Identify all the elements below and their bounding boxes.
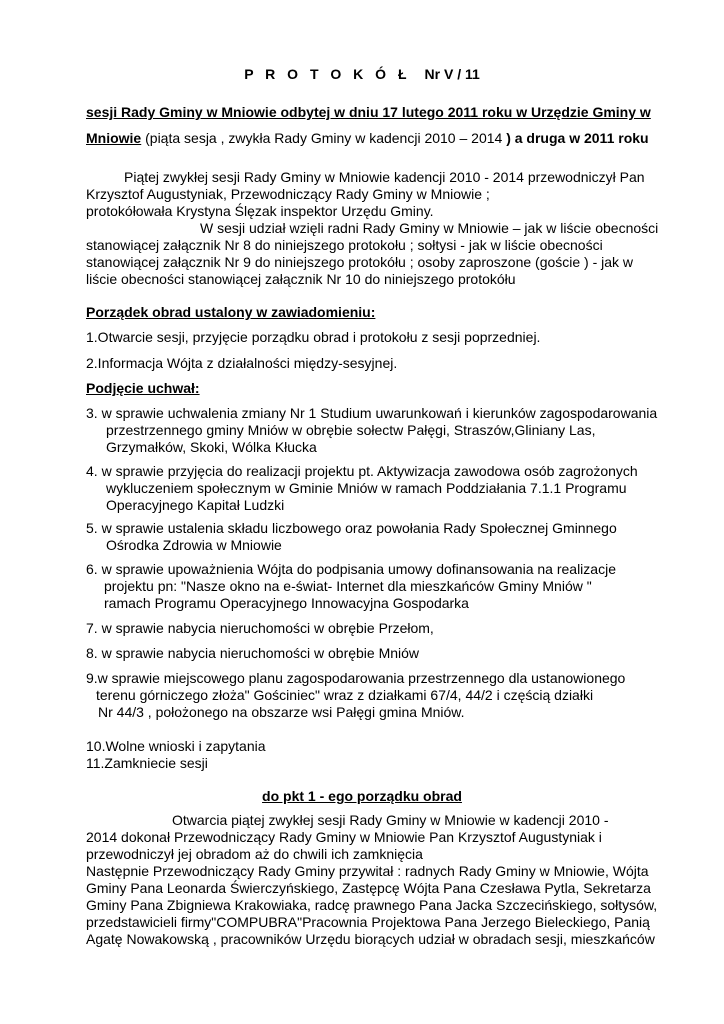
session-header-line1: sesji Rady Gminy w Mniowie odbytej w dniu 17 lutego 2011 roku w Urzędzie Gminy w	[86, 104, 651, 120]
s1-p1-line2: 2014 dokonał Przewodniczący Rady Gminy w Mniowie Pan Krzysztof Augustyniak i	[86, 829, 602, 845]
agenda-item-10: 10.Wolne wnioski i zapytania	[86, 738, 266, 754]
item3-line3: Grzymałków, Skoki, Wólka Kłucka	[106, 439, 317, 455]
section-1-paragraph-1	[86, 812, 684, 863]
s1-p2-line5: Agatę Nowakowską , pracowników Urzędu biorących udział w obradach sesji, mieszkańców	[86, 931, 655, 947]
agenda-item-2: 2.Informacja Wójta z działalności między-sesyjnej.	[86, 355, 398, 371]
item4-line1: 4. w sprawie przyjęcia do realizacji projektu pt. Aktywizacja zawodowa osób zagrożonych	[86, 463, 638, 479]
item3-line2: przestrzennego gminy Mniów w obrębie sołectw Pałęgi, Straszów,Gliniany Las,	[106, 422, 596, 438]
agenda-item-6	[86, 561, 684, 612]
s1-p2-line2: Gminy Pana Leonarda Świerczyńskiego, Zastępcę Wójta Pana Czesława Pytla, Sekretarza	[86, 880, 651, 896]
item4-line2: wykluczeniem społecznym w Gminie Mniów w ramach Poddziałania 7.1.1 Programu	[106, 480, 627, 496]
item9-line2: terenu górniczego złoża" Gościniec" wraz z działkami 67/4, 44/2 i częścią działki	[96, 687, 594, 703]
session-header-line2	[86, 130, 684, 147]
agenda-item-9	[86, 670, 684, 721]
intro-p1-line1: Piątej zwykłej sesji Rady Gminy w Mniowie kadencji 2010 - 2014 przewodniczył Pan	[124, 169, 645, 185]
resolutions-heading: Podjęcie uchwał:	[86, 380, 200, 396]
document-title	[0, 66, 724, 82]
intro-p1-line2: Krzysztof Augustyniak, Przewodniczący Rady Gminy w Mniowie ;	[86, 186, 490, 202]
item5-line2: Ośrodka Zdrowia w Mniowie	[106, 537, 282, 553]
agenda-item-1: 1.Otwarcie sesji, przyjęcie porządku obrad i protokołu z sesji poprzedniej.	[86, 329, 541, 345]
item5-line1: 5. w sprawie ustalenia składu liczbowego oraz powołania Rady Społecznej Gminnego	[86, 520, 617, 536]
s1-p2-line4: przedstawicieli firmy"COMPUBRA"Pracownia Projektowa Pana Jerzego Bieleckiego, Panią	[86, 914, 650, 930]
section-1-heading: do pkt 1 - ego porządku obrad	[262, 788, 462, 804]
s1-p1-line1: Otwarcia piątej zwykłej sesji Rady Gminy w Mniowie w kadencji 2010 -	[172, 812, 609, 828]
item4-line3: Operacyjnego Kapitał Ludzki	[106, 497, 285, 513]
agenda-item-4	[86, 463, 684, 514]
item6-line3: ramach Programu Operacyjnego Innowacyjna Gospodarka	[104, 595, 469, 611]
s1-p2-line3: Gminy Pana Zbigniewa Krakowiaka, radcę prawnego Pana Jacka Szczecińskiego, sołtysów,	[86, 897, 658, 913]
header-session-type: (piąta sesja , zwykła Rady Gminy w kadencji 2010 – 2014	[141, 130, 507, 146]
intro-p2-line4: liście obecności stanowiącej załącznik Nr 10 do niniejszego protokółu	[86, 271, 516, 287]
intro-paragraph-1	[86, 169, 684, 220]
intro-p2-line3: stanowiącej załącznik Nr 9 do niniejszego protokółu ; osoby zaproszone (goście ) - jak w	[86, 254, 634, 270]
intro-p1-line3: protokółowała Krystyna Ślęzak inspektor Urzędu Gminy.	[86, 203, 434, 219]
title-text: P R O T O K Ó Ł	[244, 66, 411, 82]
agenda-items-10-11	[86, 738, 684, 772]
intro-p2-line2: stanowiącej załącznik Nr 8 do niniejszego protokołu ; sołtysi - jak w liście obecności	[86, 237, 603, 253]
agenda-item-3	[86, 405, 684, 456]
intro-p2-line1: W sesji udział wzięli radni Rady Gminy w Mniowie – jak w liście obecności	[200, 220, 659, 236]
item6-line1: 6. w sprawie upoważnienia Wójta do podpisania umowy dofinansowania na realizacje	[86, 561, 616, 577]
item3-line1: 3. w sprawie uchwalenia zmiany Nr 1 Studium uwarunkowań i kierunków zagospodarowania	[86, 405, 658, 421]
s1-p1-line3: przewodniczył jej obradom aż do chwili ich zamknięcia	[86, 846, 423, 862]
agenda-item-7: 7. w sprawie nabycia nieruchomości w obrębie Przełom,	[86, 620, 434, 636]
agenda-item-8: 8. w sprawie nabycia nieruchomości w obrębie Mniów	[86, 645, 420, 661]
intro-paragraph-2	[86, 220, 684, 288]
title-number: Nr V / 11	[424, 66, 480, 82]
agenda-heading: Porządek obrad ustalony w zawiadomieniu:	[86, 304, 376, 320]
item6-line2: projektu pn: "Nasze okno na e-świat- Internet dla mieszkańców Gminy Mniów "	[104, 578, 592, 594]
agenda-item-5	[86, 520, 684, 554]
agenda-item-11: 11.Zamkniecie sesji	[86, 755, 208, 771]
header-place: Mniowie	[86, 130, 142, 146]
header-session-note: ) a druga w 2011 roku	[506, 130, 649, 146]
section-1-paragraph-2	[86, 863, 684, 948]
item9-line3: Nr 44/3 , położonego na obszarze wsi Pałęgi gmina Mniów.	[98, 704, 465, 720]
item9-line1: 9.w sprawie miejscowego planu zagospodarowania przestrzennego dla ustanowionego	[86, 670, 626, 686]
s1-p2-line1: Następnie Przewodniczący Rady Gminy przywitał : radnych Rady Gminy w Mniowie, Wójta	[86, 863, 649, 879]
